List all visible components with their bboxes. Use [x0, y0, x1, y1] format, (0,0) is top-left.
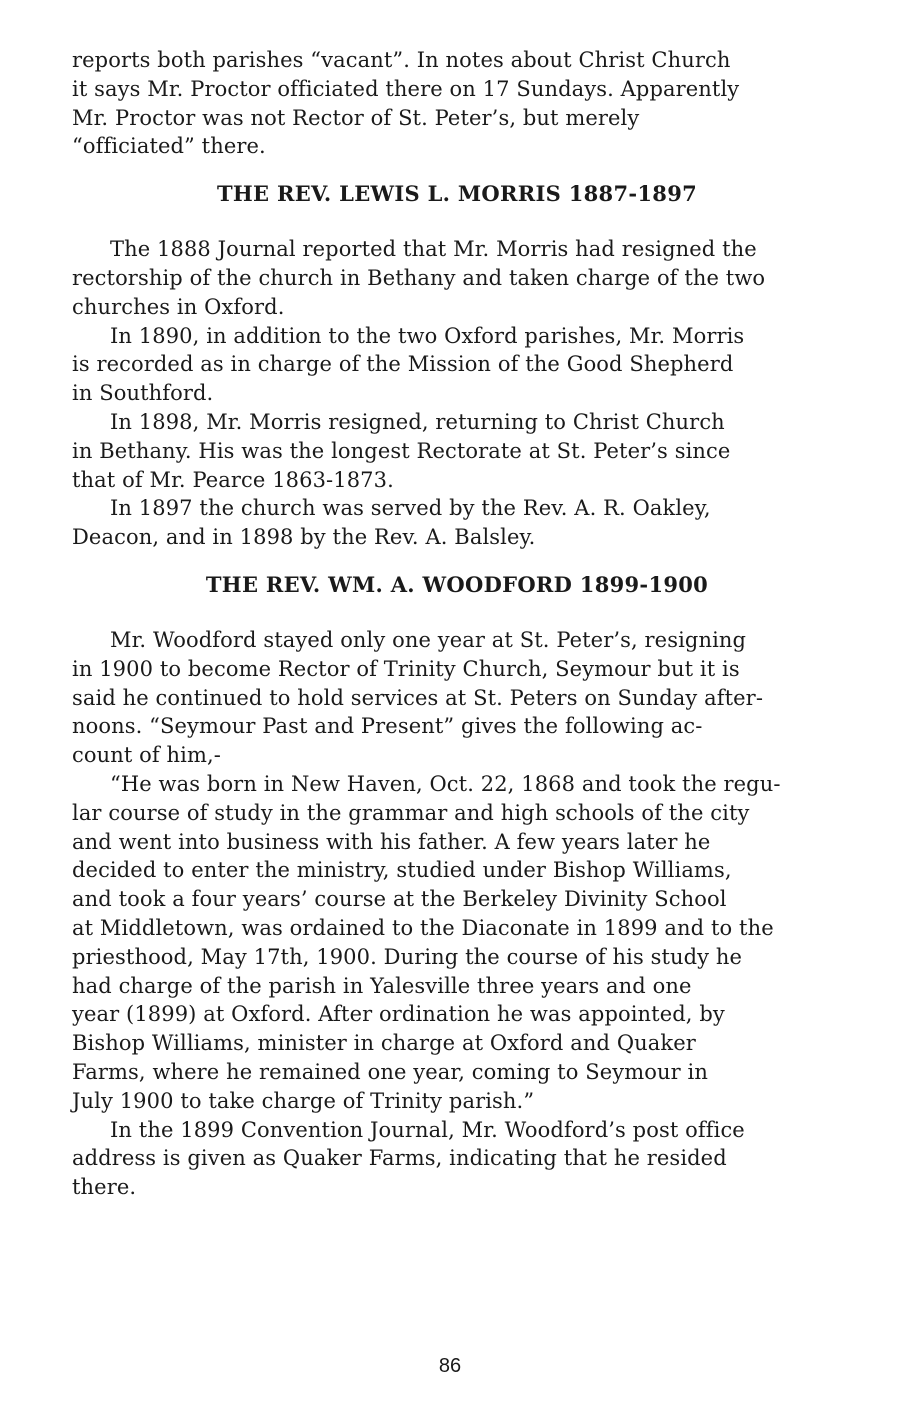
- section-heading-woodford: THE REV. WM. A. WOODFORD 1899-1900: [205, 571, 709, 597]
- text-line: that of Mr. Pearce 1863-1873.: [72, 467, 394, 492]
- text-line: In the 1899 Convention Journal, Mr. Woodford’s post office: [110, 1117, 745, 1142]
- text-line: Deacon, and in 1898 by the Rev. A. Balsley.: [72, 525, 536, 550]
- text-line: churches in Oxford.: [72, 294, 285, 319]
- intro-paragraph: [72, 46, 842, 161]
- text-line: at Middletown, was ordained to the Diaconate in 1899 and to the: [72, 915, 774, 940]
- text-line: Bishop Williams, minister in charge at Oxford and Quaker: [72, 1031, 696, 1056]
- page-number: 86: [438, 1355, 462, 1377]
- text-line: In 1897 the church was served by the Rev. A. R. Oakley,: [110, 496, 711, 521]
- text-line: in Bethany. His was the longest Rectorate at St. Peter’s since: [72, 438, 731, 463]
- text-line: The 1888 Journal reported that Mr. Morris had resigned the: [110, 237, 757, 262]
- section-heading-morris: THE REV. LEWIS L. MORRIS 1887-1897: [216, 181, 698, 207]
- text-line: it says Mr. Proctor officiated there on 17 Sundays. Apparently: [72, 76, 740, 101]
- text-line: reports both parishes “vacant”. In notes about Christ Church: [72, 48, 731, 72]
- text-line: In 1890, in addition to the two Oxford parishes, Mr. Morris: [110, 323, 745, 348]
- text-line: Farms, where he remained one year, coming to Seymour in: [72, 1059, 708, 1084]
- text-line: Mr. Proctor was not Rector of St. Peter’s, but merely: [72, 105, 640, 130]
- text-line: and took a four years’ course at the Berkeley Divinity School: [72, 887, 727, 912]
- section-body-woodford: [72, 626, 842, 1202]
- text-line: noons. “Seymour Past and Present” gives the following ac-: [72, 714, 703, 739]
- text-line: “He was born in New Haven, Oct. 22, 1868 and took the regu-: [110, 771, 781, 796]
- text-line: there.: [72, 1175, 137, 1200]
- document-page: [72, 46, 842, 1202]
- text-line: In 1898, Mr. Morris resigned, returning to Christ Church: [110, 409, 725, 434]
- text-line: priesthood, May 17th, 1900. During the course of his study he: [72, 944, 743, 969]
- text-line: said he continued to hold services at St. Peters on Sunday after-: [72, 685, 764, 710]
- text-line: rectorship of the church in Bethany and taken charge of the two: [72, 265, 766, 290]
- text-line: July 1900 to take charge of Trinity parish.”: [72, 1088, 535, 1113]
- text-line: “officiated” there.: [72, 134, 266, 159]
- text-line: Mr. Woodford stayed only one year at St. Peter’s, resigning: [110, 627, 747, 652]
- text-line: in 1900 to become Rector of Trinity Church, Seymour but it is: [72, 656, 740, 681]
- text-line: is recorded as in charge of the Mission of the Good Shepherd: [72, 352, 734, 377]
- text-line: count of him,-: [72, 743, 221, 768]
- text-line: and went into business with his father. A few years later he: [72, 829, 711, 854]
- text-line: year (1899) at Oxford. After ordination he was appointed, by: [72, 1002, 725, 1027]
- section-body-morris: [72, 235, 842, 552]
- text-line: address is given as Quaker Farms, indicating that he resided: [72, 1146, 727, 1171]
- text-line: decided to enter the ministry, studied under Bishop Williams,: [72, 858, 732, 883]
- text-line: in Southford.: [72, 381, 214, 406]
- text-line: had charge of the parish in Yalesville three years and one: [72, 973, 692, 998]
- text-line: lar course of study in the grammar and high schools of the city: [72, 800, 750, 825]
